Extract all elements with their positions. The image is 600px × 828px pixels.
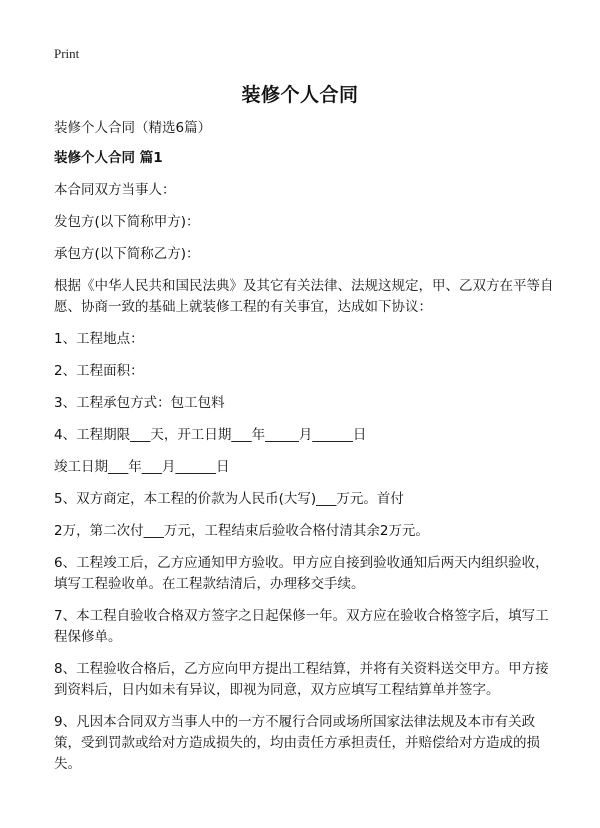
clause-5-payments: 2万，第二次付___万元，工程结束后验收合格付清其余2万元。 [54,523,429,539]
print-link[interactable]: Print [54,46,80,61]
clause-1-location: 1、工程地点： [54,331,144,347]
paragraph-party-a: 发包方(以下简称甲方)： [54,214,200,230]
clause-9-liability: 9、凡因本合同双方当事人中的一方不履行合同或场所国家法律法规及本市有关政策，受到罚款或给对方造成损失的，均由责任方承担责任，并赔偿给对方造成的损失。 [54,714,540,772]
document-title: 装修个人合同 [241,84,359,106]
clause-7-warranty: 7、本工程自验收合格双方签字之日起保修一年。双方应在验收合格签字后，填写工程保修单。 [54,608,549,645]
clause-8-settlement: 8、工程验收合格后，乙方应向甲方提出工程结算，并将有关资料送交甲方。甲方接到资料后，日内如未有异议，即视为同意，双方应填写工程结算单并签字。 [54,661,549,698]
document-subtitle: 装修个人合同（精选6篇） [54,120,212,136]
document-body [54,118,554,786]
clause-5-price: 5、双方商定，本工程的价款为人民币(大写)___万元。首付 [54,491,404,507]
paragraph-preamble: 根据《中华人民共和国民法典》及其它有关法律、法规这规定，甲、乙双方在平等自愿、协商一致的基础上就装修工程的有关事宜，达成如下协议： [54,278,554,315]
clause-4-completion: 竣工日期___年___月______日 [54,459,230,475]
clause-4-period: 4、工程期限___天，开工日期___年_____月______日 [54,427,367,443]
clause-3-method: 3、工程承包方式：包工包料 [54,395,225,411]
clause-6-acceptance: 6、工程竣工后，乙方应通知甲方验收。甲方应自接到验收通知后两天内组织验收，填写工程验收单。在工程款结清后，办理移交手续。 [54,555,549,592]
paragraph-party-b: 承包方(以下简称乙方)： [54,246,200,262]
section-heading: 装修个人合同 篇1 [54,150,163,166]
paragraph-parties: 本合同双方当事人： [54,182,176,198]
clause-2-area: 2、工程面积： [54,363,144,379]
